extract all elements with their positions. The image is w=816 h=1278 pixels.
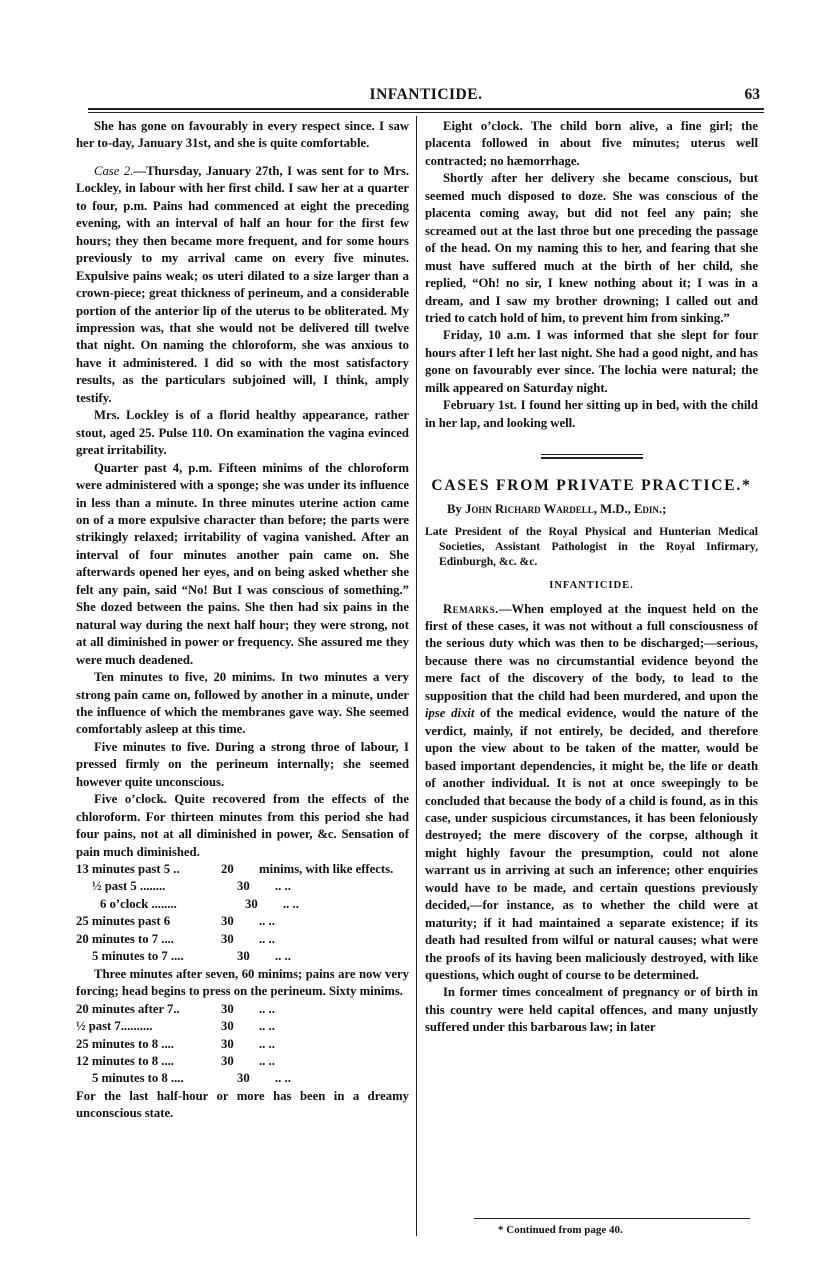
dose-cell: 30 bbox=[237, 1071, 250, 1086]
time-cell: 20 minutes after 7.. bbox=[76, 1001, 180, 1016]
table-row bbox=[76, 1070, 409, 1087]
time-cell: 6 o’clock ........ bbox=[100, 896, 177, 911]
note-cell: .. .. bbox=[259, 1019, 275, 1034]
dose-cell: 30 bbox=[221, 1019, 234, 1034]
table-row bbox=[76, 878, 409, 895]
paragraph: Five o’clock. Quite recovered from the effects of the chloroform. For thirteen minutes from this period she had four pains, not at all diminished in power, &c. Sensation of pain much diminished. bbox=[76, 792, 409, 859]
footnote: * Continued from page 40. bbox=[498, 1224, 623, 1236]
note-cell: .. .. bbox=[275, 1071, 291, 1086]
latin-phrase: ipse dixit bbox=[425, 706, 475, 721]
dose-cell: 20 bbox=[221, 862, 234, 877]
time-cell: 5 minutes to 8 .... bbox=[92, 1071, 184, 1086]
note-cell: .. .. bbox=[283, 896, 299, 911]
column-divider bbox=[416, 116, 417, 1236]
paragraph: Mrs. Lockley is of a florid healthy appearance, rather stout, aged 25. Pulse 110. On examination the vagina evinced great irritability. bbox=[76, 408, 409, 458]
note-cell: minims, with like effects. bbox=[259, 862, 394, 877]
table-row bbox=[76, 931, 409, 948]
author-name: John Richard Wardell, M.D., Edin.; bbox=[464, 501, 667, 516]
dose-cell: 30 bbox=[221, 1036, 234, 1051]
table-row bbox=[76, 1018, 409, 1035]
header-rule bbox=[88, 108, 764, 113]
dosage-table-1 bbox=[76, 861, 409, 966]
remarks-text-a: —When employed at the inquest held on the first of these cases, it was not without a full consciousness of the serious duty which was then to be discharged;—serious, because there was no circumstantial evidence beyond the mere fact of the discovery of the body, to lead to the supposition that the child had been murdered, and upon the bbox=[425, 601, 758, 703]
paragraph: Three minutes after seven, 60 minims; pains are now very forcing; head begins to press on the perineum. Sixty minims. bbox=[76, 966, 409, 999]
note-cell: .. .. bbox=[259, 1036, 275, 1051]
case-2-paragraph bbox=[76, 163, 409, 407]
dose-cell: 30 bbox=[245, 896, 258, 911]
dose-cell: 30 bbox=[237, 879, 250, 894]
table-row bbox=[76, 896, 409, 913]
paragraph: Shortly after her delivery she became conscious, but seemed much disposed to doze. She was conscious of the placenta coming away, but did not feel any pain; she screamed out at the last throe but one preceding the passage of the head. On my naming this to her, and fearing that she must have suffered much at the birth of her child, she replied, “Oh! no sir, I knew nothing about it; I was in a dream, and I saw my brother drowning; I called out and tried to catch hold of him, to prevent him from sinking.” bbox=[425, 171, 758, 325]
dose-cell: 30 bbox=[221, 914, 234, 929]
dose-cell: 30 bbox=[221, 931, 234, 946]
byline-by: By bbox=[447, 501, 462, 516]
dose-cell: 30 bbox=[221, 1054, 234, 1069]
note-cell: .. .. bbox=[275, 879, 291, 894]
remarks-text-b: of the medical evidence, would the nature of the verdict, mainly, if not entirely, be decided, and therefore upon the view about to be taken of the matter, would be based important dependencies, it might be, the life or death of another individual. It is not at once sweepingly to be concluded that because the body of a child is found, as in this case, under suspicious circumstances, it has been feloniously destroyed; the mere discovery of the corpse, although it might highly favour the presumption, could not alone warrant us in arriving at such an inference; other enquiries would have to be made, and certain questions previously decided,—for instance, as to whether the child were at maturity; if it had maintained a separate existence; if its death had resulted from wilful or natural causes; what were the proofs of its having been maliciously destroyed, with like questions, which ought of course to be determined. bbox=[425, 706, 758, 983]
running-title: INFANTICIDE. bbox=[369, 86, 483, 103]
table-row bbox=[76, 948, 409, 965]
time-cell: 20 minutes to 7 .... bbox=[76, 931, 174, 946]
note-cell: .. .. bbox=[259, 931, 275, 946]
table-row bbox=[76, 1053, 409, 1070]
time-cell: ½ past 5 ........ bbox=[92, 879, 166, 894]
time-cell: 13 minutes past 5 .. bbox=[76, 862, 180, 877]
section-title: CASES FROM PRIVATE PRACTICE.* bbox=[431, 477, 752, 495]
table-row bbox=[76, 1001, 409, 1018]
paragraph: Eight o’clock. The child born alive, a fine girl; the placenta followed in about five minutes; uterus well contracted; no hæmorrhage. bbox=[425, 119, 758, 168]
paragraph: Quarter past 4, p.m. Fifteen minims of the chloroform were administered with a sponge; she was under its influence in less than a minute. In three minutes uterine action came on of a more expulsive character than before; the parts were strikingly relaxed; irritability of vagina vanished. After an interval of four minutes another pain came on. She afterwards opened her eyes, and on being asked whether she felt any pain, said “No! But I was conscious of something.” She dozed between the pains. She then had six pains in the natural way during the next half hour; they were strong, not at all diminished in power or frequency. She assured me they were much deadened. bbox=[76, 460, 409, 667]
time-cell: ½ past 7.......... bbox=[76, 1019, 153, 1034]
remarks-paragraph bbox=[425, 601, 758, 985]
byline bbox=[425, 501, 758, 518]
paragraph: February 1st. I found her sitting up in bed, with the child in her lap, and looking well. bbox=[425, 398, 758, 430]
author-affiliation: Late President of the Royal Physical and Hunterian Medical Societies, Assistant Pathologist in the Royal Infirmary, Edinburgh, &c. &c. bbox=[425, 525, 758, 569]
note-cell: .. .. bbox=[275, 949, 291, 964]
left-column bbox=[76, 118, 409, 1123]
paragraph: Friday, 10 a.m. I was informed that she slept for four hours after I left her last night. She had a good night, and has gone on favourably ever since. The lochia were natural; the milk appeared on Saturday night. bbox=[425, 328, 758, 395]
note-cell: .. .. bbox=[259, 1001, 275, 1016]
note-cell: .. .. bbox=[259, 1054, 275, 1069]
section-separator bbox=[541, 454, 643, 459]
page-number: 63 bbox=[744, 86, 760, 103]
time-cell: 5 minutes to 7 .... bbox=[92, 949, 184, 964]
dose-cell: 30 bbox=[221, 1001, 234, 1016]
table-row bbox=[76, 913, 409, 930]
footnote-rule bbox=[474, 1218, 750, 1219]
time-cell: 25 minutes to 8 .... bbox=[76, 1036, 174, 1051]
paragraph: She has gone on favourably in every respect since. I saw her to-day, January 31st, and she is quite comfortable. bbox=[76, 119, 409, 151]
time-cell: 25 minutes past 6 bbox=[76, 914, 171, 929]
right-column bbox=[425, 118, 758, 1037]
dosage-table-2 bbox=[76, 1001, 409, 1088]
paragraph: For the last half-hour or more has been in a dreamy unconscious state. bbox=[76, 1088, 409, 1121]
dose-cell: 30 bbox=[237, 949, 250, 964]
subheading: INFANTICIDE. bbox=[549, 580, 634, 592]
case-2-text: —Thursday, January 27th, I was sent for to Mrs. Lockley, in labour with her first child. I saw her at a quarter to four, p.m. Pains had commenced at eight the preceding evening, with an interval of half an hour for the first few hours; they then became more frequent, and for some hours previously to my arrival came on every five minutes. Expulsive pains weak; os uteri dilated to a size larger than a crown-piece; great thickness of perineum, and a considerable portion of the anterior lip of the uterus to be obliterated. My impression was, that she would not be delivered till twelve that night. On naming the chloroform, she was anxious to have it administered. I did so with the most satisfactory results, as the particulars subjoined will, I think, amply testify. bbox=[76, 163, 409, 405]
paragraph: Five minutes to five. During a strong throe of labour, I pressed firmly on the perineum internally; she seemed however quite unconscious. bbox=[76, 739, 409, 789]
time-cell: 12 minutes to 8 .... bbox=[76, 1054, 174, 1069]
running-header bbox=[88, 86, 764, 108]
remarks-label: Remarks. bbox=[443, 601, 499, 616]
paragraph: In former times concealment of pregnancy or of birth in this country were held capital offences, and many unjustly suffered under this barbarous law; in later bbox=[425, 985, 758, 1035]
case-label: Case 2. bbox=[94, 163, 134, 178]
paragraph: Ten minutes to five, 20 minims. In two minutes a very strong pain came on, followed by another in a minute, under the influence of which the membranes gave way. She seemed comfortably asleep at this time. bbox=[76, 670, 409, 737]
note-cell: .. .. bbox=[259, 914, 275, 929]
table-row bbox=[76, 1036, 409, 1053]
table-row bbox=[76, 861, 409, 878]
